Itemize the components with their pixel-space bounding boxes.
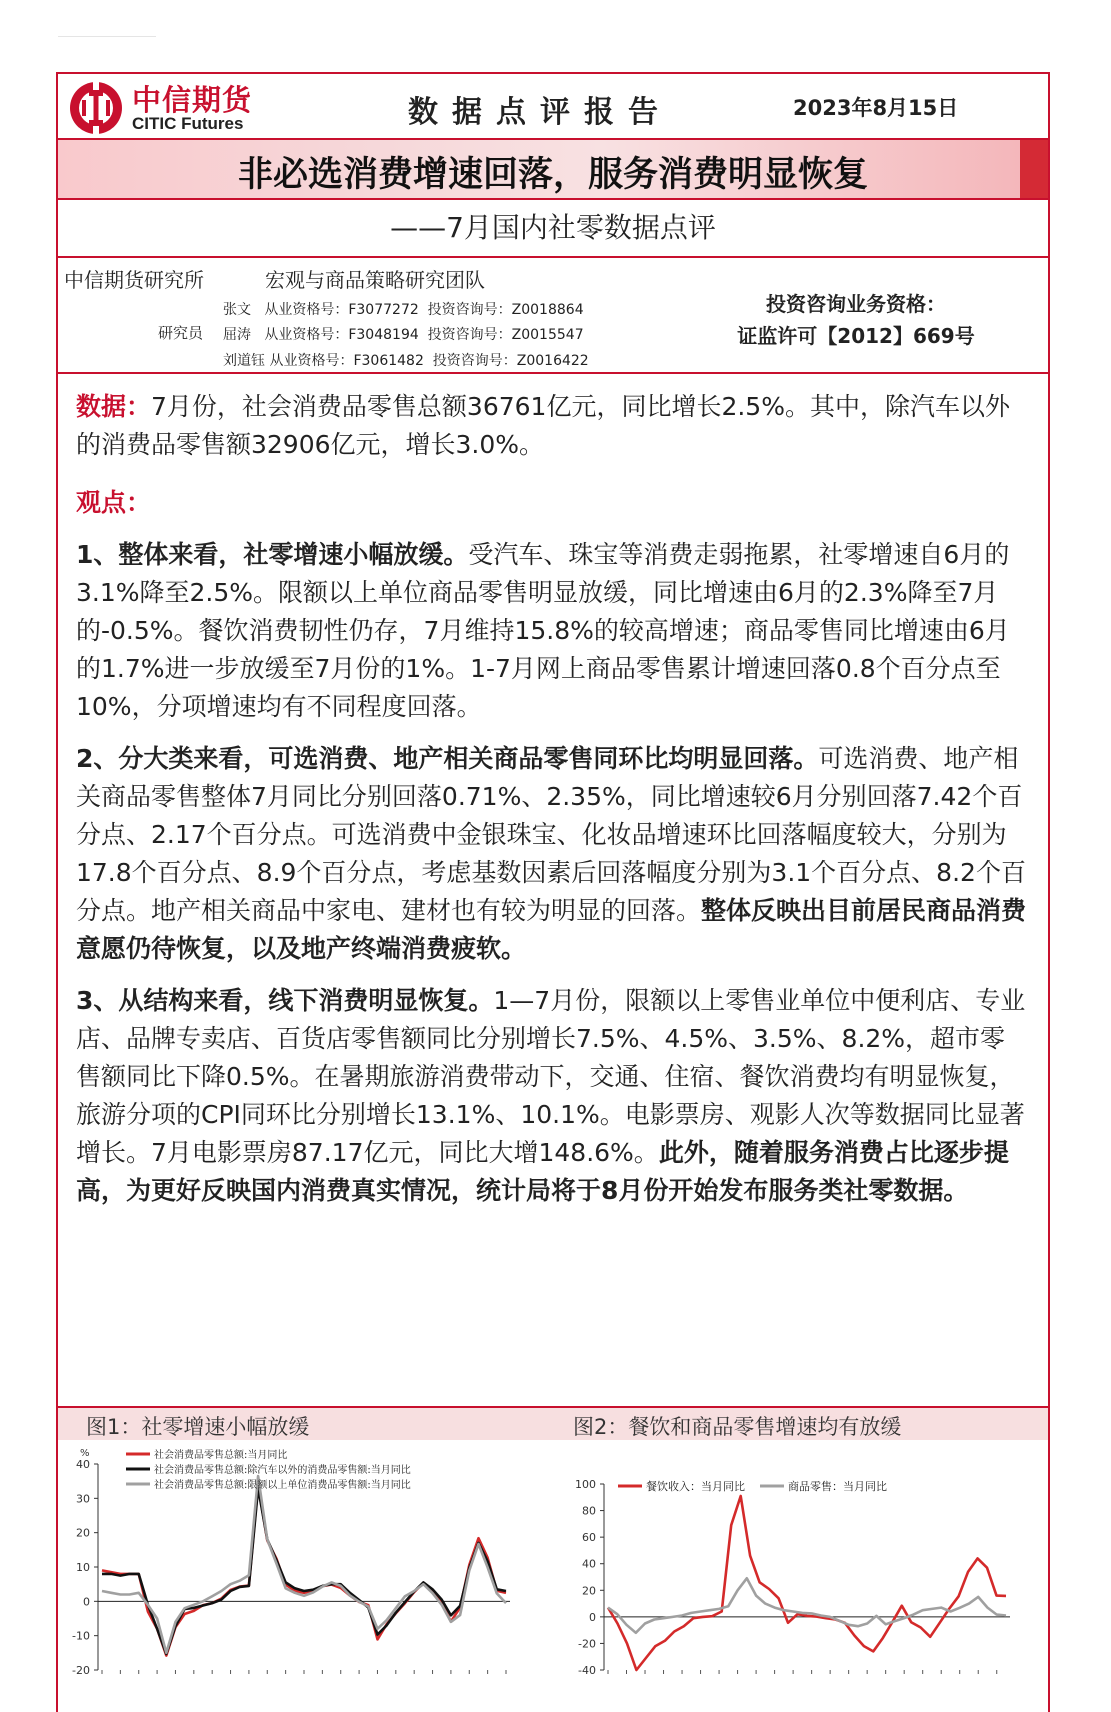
views-label: 观点： xyxy=(76,488,152,517)
data-label: 数据： xyxy=(76,392,152,421)
citic-logo-icon xyxy=(68,80,124,136)
y-tick-label: 20 xyxy=(76,1526,90,1540)
report-header xyxy=(58,74,1048,140)
view-3-heading: 3、从结构来看，线下消费明显恢复。 xyxy=(76,986,494,1015)
report-body xyxy=(76,388,1030,1210)
figure-title-bar xyxy=(58,1406,1048,1440)
qualification-label: 投资咨询业务资格： xyxy=(766,292,946,316)
series-line-0 xyxy=(102,1485,506,1655)
data-paragraph xyxy=(76,388,1030,464)
series-line-2 xyxy=(102,1476,506,1653)
legend-label: 餐饮收入：当月同比 xyxy=(646,1480,745,1493)
view-3-conclusion: 此外，随着服务消费占比逐步提高，为更好反映国内消费真实情况，统计局将于8月份开始发布服务类社零数据。 xyxy=(76,1138,1009,1205)
y-tick-label: 10 xyxy=(76,1561,90,1574)
figure-1-title: 图1：社零增速小幅放缓 xyxy=(86,1415,310,1439)
y-tick-label: 40 xyxy=(76,1458,90,1471)
series-line-0 xyxy=(608,1496,1006,1670)
legend-label: 商品零售：当月同比 xyxy=(788,1480,887,1493)
y-tick-label: -20 xyxy=(578,1637,596,1651)
report-title: 非必选消费增速回落，服务消费明显恢复 xyxy=(237,155,868,195)
legend-label: 社会消费品零售总额:当月同比 xyxy=(154,1450,288,1461)
view-1-text: 受汽车、珠宝等消费走弱拖累，社零增速自6月的3.1%降至2.5%。限额以上单位商品零售明显放缓，同比增速由6月的2.3%降至7月的-0.5%。餐饮消费韧性仍存，7月维持15.8%的较高增速；商品零售同比增速由6月的1.7%进一步放缓至7月份的1%。1-7月网上商品零售累计增速回落0.8个百分点至10%，分项增速均有不同程度回落。 xyxy=(76,540,1010,721)
y-tick-label: -10 xyxy=(72,1629,90,1643)
y-tick-label: -40 xyxy=(578,1664,596,1677)
y-tick-label: 80 xyxy=(582,1504,596,1518)
data-text: 7月份，社会消费品零售总额36761亿元，同比增长2.5%。其中，除汽车以外的消费品零售额32906亿元，增长3.0%。 xyxy=(76,392,1010,459)
qualification xyxy=(726,288,986,352)
series-line-1 xyxy=(608,1578,1006,1633)
view-1-heading: 1、整体来看，社零增速小幅放缓。 xyxy=(76,540,469,569)
series-line-1 xyxy=(102,1488,506,1654)
brand-name-cn: 中信期货 xyxy=(132,83,253,117)
analyst-line: 屈涛 从业资格号：F3048194 投资咨询号：Z0015547 xyxy=(223,327,584,343)
legend-label: 社会消费品零售总额:限额以上单位消费品零售额:当月同比 xyxy=(154,1480,411,1491)
figure-2-chart xyxy=(560,1444,1030,1680)
qualification-value: 证监许可【2012】669号 xyxy=(737,324,975,348)
brand-name-en: CITIC Futures xyxy=(132,114,244,133)
title-band xyxy=(58,140,1048,200)
y-tick-label: 30 xyxy=(76,1492,90,1506)
report-date: 2023年8月15日 xyxy=(793,96,959,120)
team-name: 宏观与商品策略研究团队 xyxy=(265,268,485,292)
y-tick-label: -20 xyxy=(72,1664,90,1677)
y-tick-label: 0 xyxy=(589,1610,596,1624)
analyst-line: 张文 从业资格号：F3077272 投资咨询号：Z0018864 xyxy=(223,302,584,318)
view-paragraph-3 xyxy=(76,982,1030,1210)
y-tick-label: 0 xyxy=(83,1595,90,1609)
view-3-text: 1—7月份，限额以上零售业单位中便利店、专业店、品牌专卖店、百货店零售额同比分别增长7.5%、4.5%、3.5%、8.2%，超市零售额同比下降0.5%。在暑期旅游消费带动下，交通、住宿、餐饮消费均有明显恢复，旅游分项的CPI同环比分别增长13.1%、10.1%。电影票房、观影人次等数据同比显著增长。7月电影票房87.17亿元，同比大增148.6%。 xyxy=(76,986,1026,1167)
figure-2-title: 图2：餐饮和商品零售增速均有放缓 xyxy=(573,1415,902,1439)
report-subtitle: ——7月国内社零数据点评 xyxy=(58,200,1048,258)
report-type: 数据点评报告 xyxy=(408,95,672,130)
legend-label: 社会消费品零售总额:除汽车以外的消费品零售额:当月同比 xyxy=(154,1465,411,1476)
y-tick-label: 100 xyxy=(575,1478,596,1491)
analyst-line: 刘道钰 从业资格号：F3061482 投资咨询号：Z0016422 xyxy=(223,353,589,369)
view-paragraph-2 xyxy=(76,740,1030,968)
view-2-text: 可选消费、地产相关商品零售整体7月同比分别回落0.71%、2.35%，同比增速较6月分别回落7.42个百分点、2.17个百分点。可选消费中金银珠宝、化妆品增速环比回落幅度较大，分别为17.8个百分点、8.9个百分点，考虑基数因素后回落幅度分别为3.1个百分点、8.2个百分点。地产相关商品中家电、建材也有较为明显的回落。 xyxy=(76,744,1026,925)
y-tick-label: 60 xyxy=(582,1531,596,1545)
y-axis-unit: % xyxy=(80,1448,90,1459)
analyst-role: 研究员 xyxy=(158,324,204,342)
figure-1-chart xyxy=(60,1444,546,1680)
view-2-conclusion: 整体反映出目前居民商品消费意愿仍待恢复，以及地产终端消费疲软。 xyxy=(76,896,1027,963)
y-tick-label: 40 xyxy=(582,1557,596,1571)
top-divider xyxy=(58,36,156,37)
research-team xyxy=(58,258,1048,374)
view-paragraph-1 xyxy=(76,536,1030,726)
views-heading xyxy=(76,484,1030,522)
y-tick-label: 20 xyxy=(582,1584,596,1598)
view-2-heading: 2、分大类来看，可选消费、地产相关商品零售同环比均明显回落。 xyxy=(76,744,819,773)
institute-name: 中信期货研究所 xyxy=(64,268,204,292)
